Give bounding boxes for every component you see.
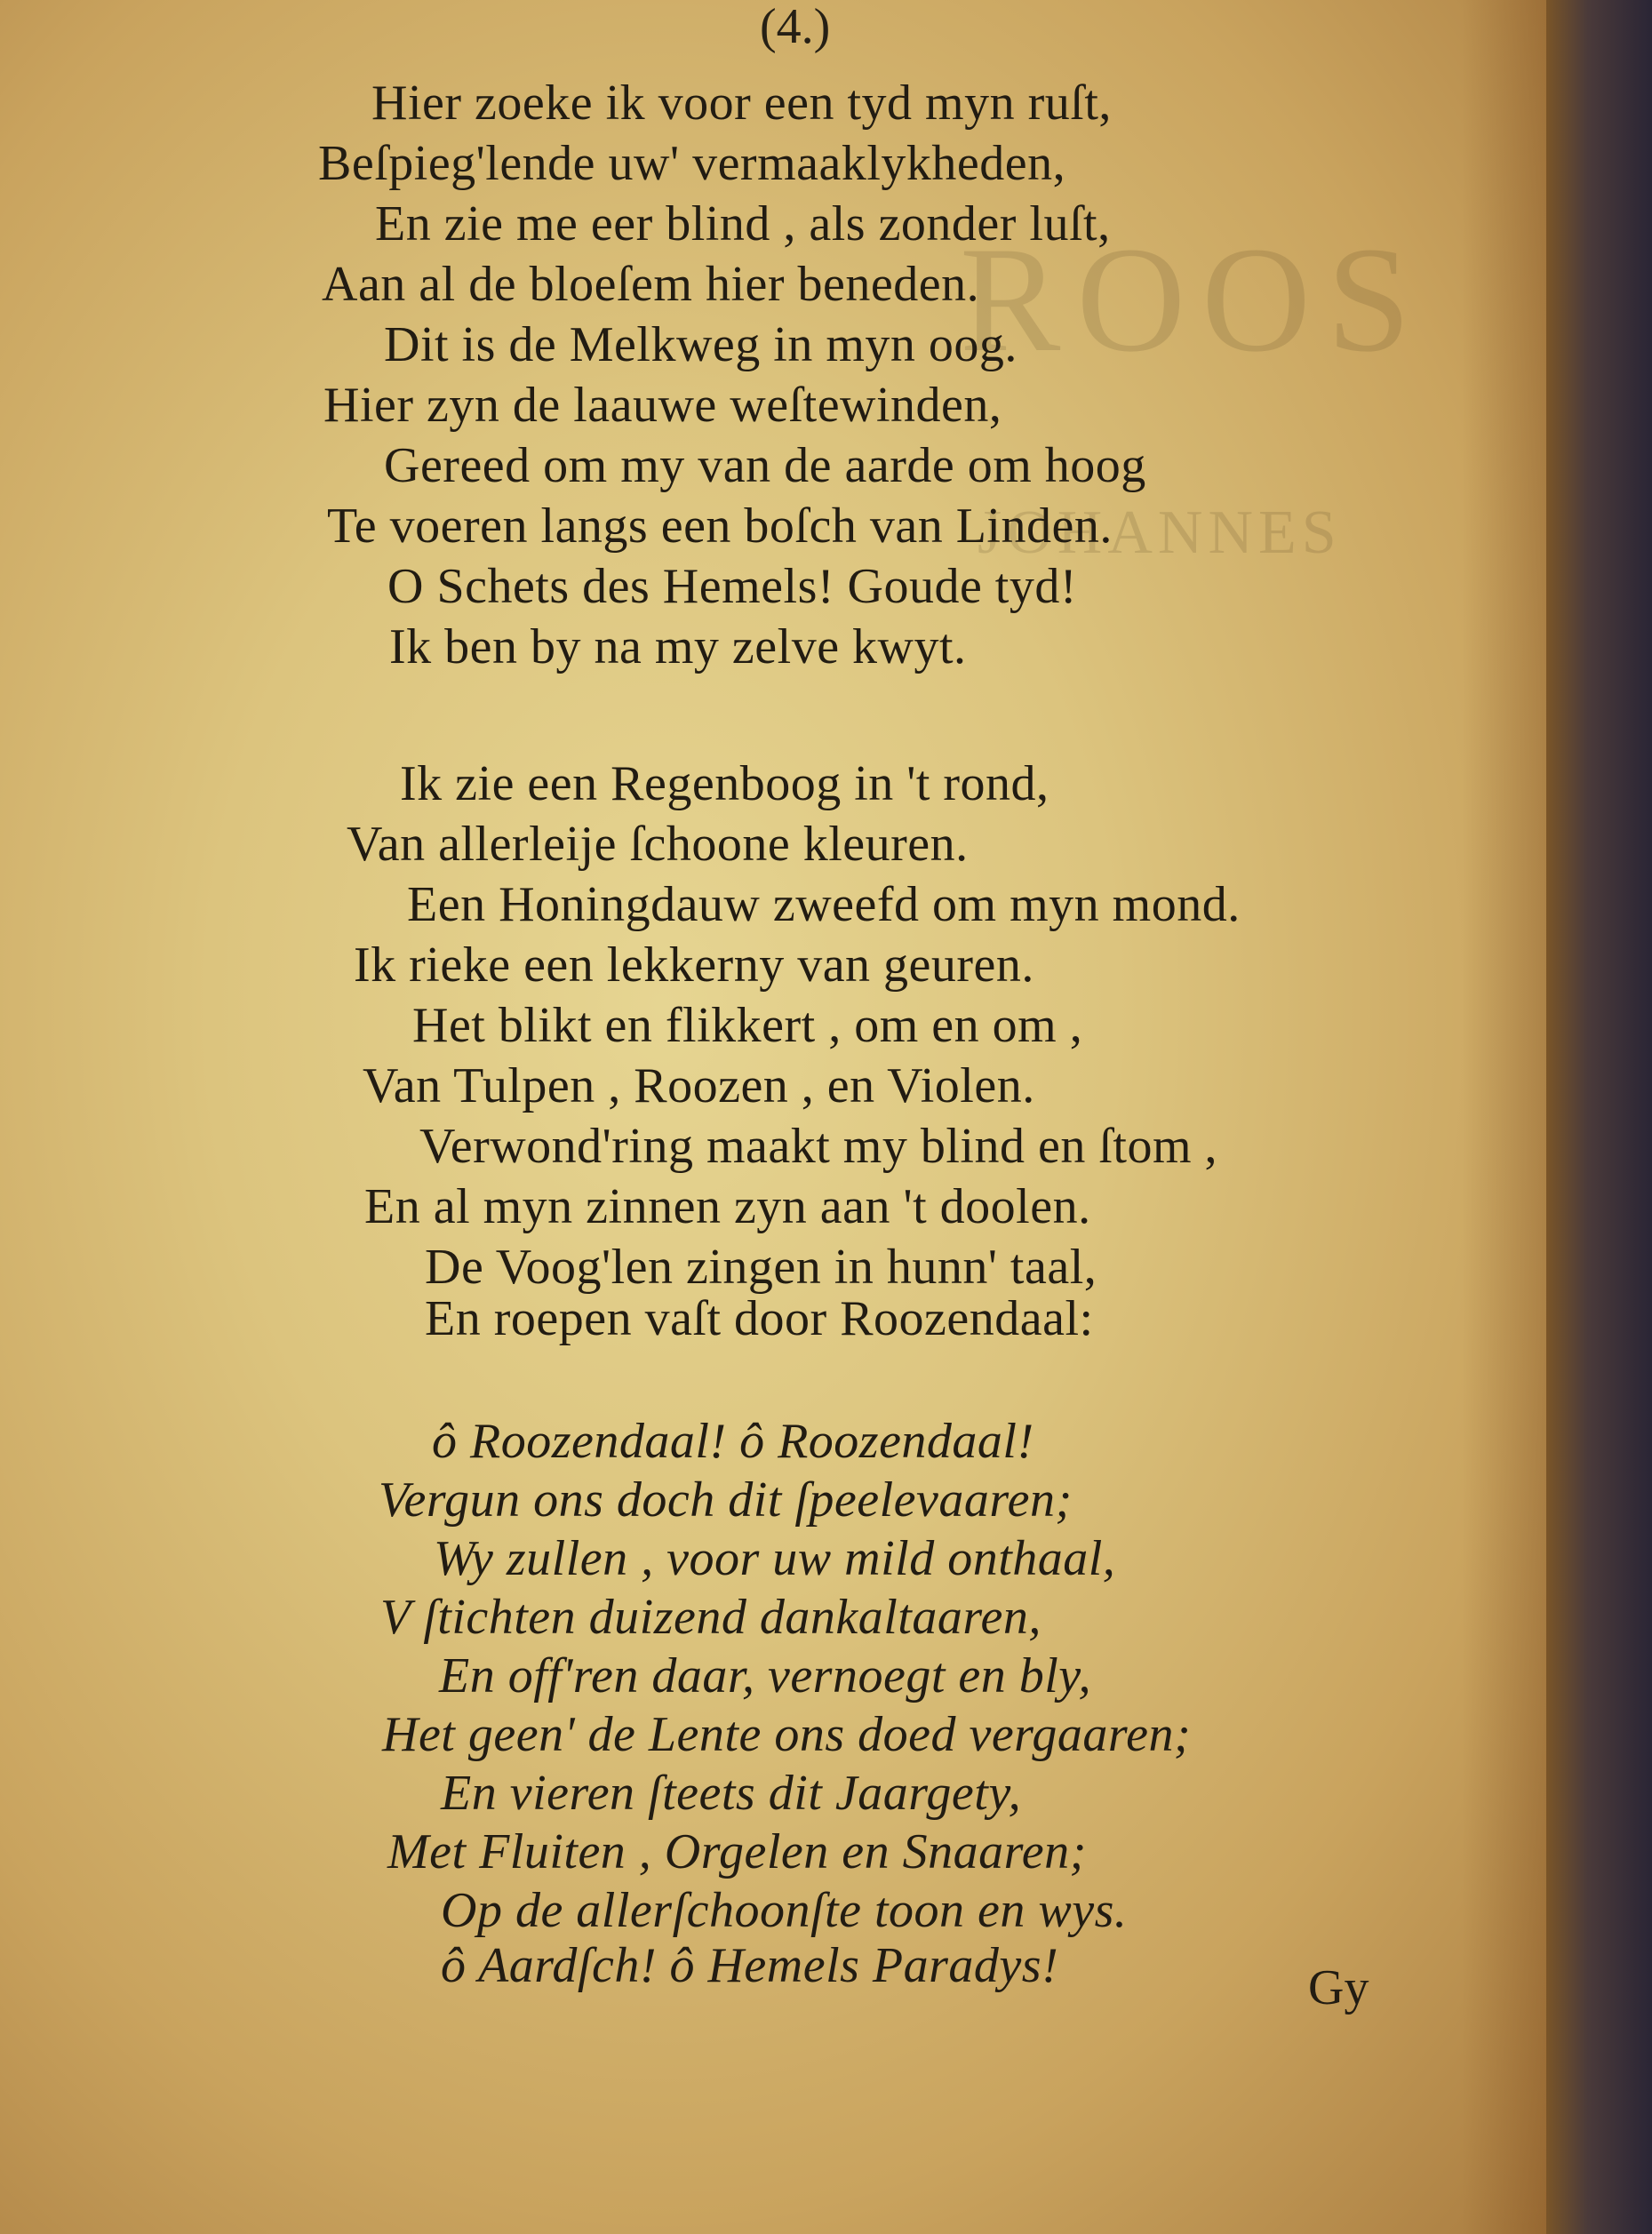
verse-line: Aan al de bloeſem hier beneden. xyxy=(322,257,980,312)
show-through-text: ROOS xyxy=(960,216,1427,383)
verse-line: Van Tulpen , Roozen , en Violen. xyxy=(363,1058,1035,1113)
verse-line: Wy zullen , voor uw mild onthaal, xyxy=(434,1531,1116,1586)
verse-line: De Voog'len zingen in hunn' taal, xyxy=(425,1240,1097,1295)
verse-line: Hier zyn de laauwe weſtewinden, xyxy=(323,378,1002,433)
catchword: Gy xyxy=(1308,1960,1369,2015)
show-through-text: JOHANNES xyxy=(978,499,1342,567)
verse-line: Het geen' de Lente ons doed vergaaren; xyxy=(382,1707,1192,1762)
verse-line: Van allerleije ſchoone kleuren. xyxy=(347,817,969,872)
verse-line: Gereed om my van de aarde om hoog xyxy=(384,438,1146,493)
verse-line: O Schets des Hemels! Goude tyd! xyxy=(387,559,1078,614)
verse-line: Met Fluiten , Orgelen en Snaaren; xyxy=(387,1824,1087,1879)
verse-line: En vieren ſteets dit Jaargety, xyxy=(441,1766,1022,1821)
verse-line: Op de allerſchoonſte toon en wys. xyxy=(441,1883,1128,1938)
verse-line: V ſtichten duizend dankaltaaren, xyxy=(380,1590,1041,1645)
page-number: (4.) xyxy=(760,0,831,54)
verse-line: Ik ben by na my zelve kwyt. xyxy=(389,619,967,674)
verse-line: En al myn zinnen zyn aan 't doolen. xyxy=(364,1179,1091,1234)
verse-line: Het blikt en flikkert , om en om , xyxy=(412,998,1083,1053)
book-edge xyxy=(1546,0,1652,2234)
verse-line: Beſpieg'lende uw' vermaaklykheden, xyxy=(318,136,1066,191)
verse-line: Hier zoeke ik voor een tyd myn ruſt, xyxy=(371,76,1112,131)
verse-line: Te voeren langs een boſch van Linden. xyxy=(327,499,1113,554)
verse-line: Vergun ons doch dit ſpeelevaaren; xyxy=(379,1472,1073,1528)
verse-line: En off'ren daar, vernoegt en bly, xyxy=(439,1648,1092,1703)
verse-line: En zie me eer blind , als zonder luſt, xyxy=(375,196,1111,251)
verse-line: Dit is de Melkweg in myn oog. xyxy=(384,317,1018,372)
verse-line: Ik rieke een lekkerny van geuren. xyxy=(354,937,1034,993)
verse-line: Verwond'ring maakt my blind en ſtom , xyxy=(419,1119,1218,1174)
verse-line: ô Aardſch! ô Hemels Paradys! xyxy=(441,1938,1059,1993)
verse-line: En roepen vaſt door Roozendaal: xyxy=(425,1291,1094,1346)
verse-line: Een Honingdauw zweefd om myn mond. xyxy=(407,877,1241,932)
verse-line: ô Roozendaal! ô Roozendaal! xyxy=(432,1414,1034,1469)
verse-line: Ik zie een Regenboog in 't rond, xyxy=(400,756,1049,811)
